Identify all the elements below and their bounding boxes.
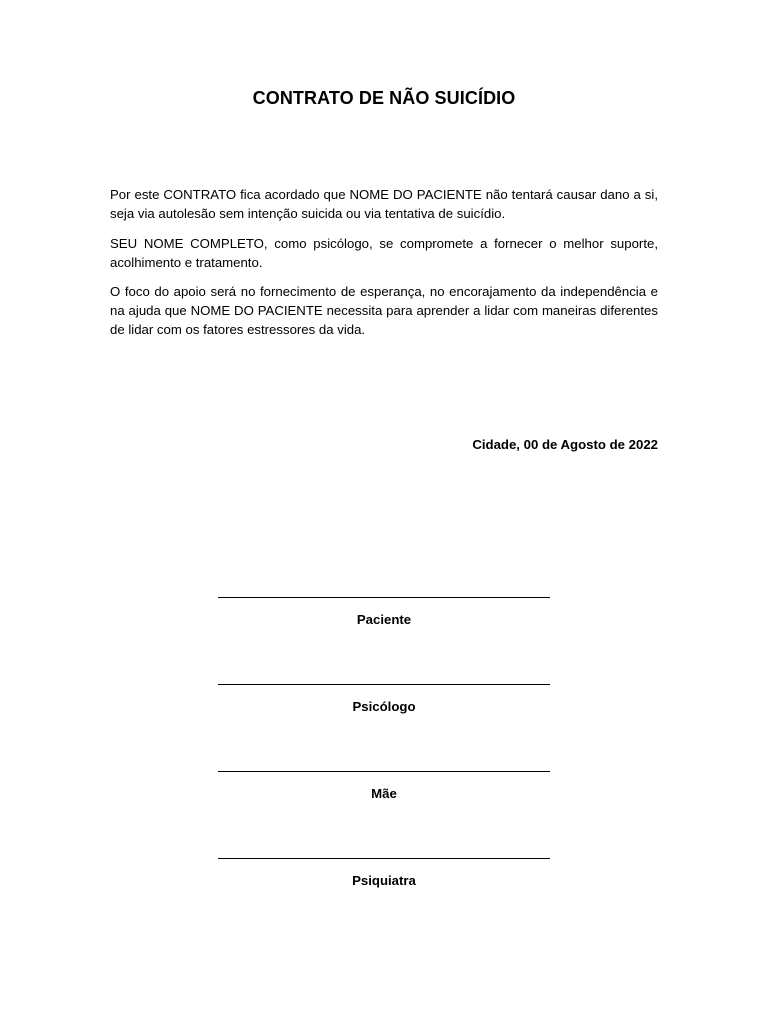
signature-label: Psiquiatra [352,873,416,888]
paragraph-psychologist-commitment: SEU NOME COMPLETO, como psicólogo, se compromete a fornecer o melhor suporte, acolhimento e tratamento. [110,236,658,270]
signature-line [218,771,550,772]
signature-block-mae [218,771,550,801]
signature-label: Paciente [356,612,412,627]
signature-block-paciente [218,597,550,627]
signature-block-psiquiatra [218,858,550,888]
signature-line [218,597,550,598]
signature-label: Psicólogo [352,699,416,714]
signature-line [218,858,550,859]
signature-line [218,684,550,685]
paragraph-support-focus: O foco do apoio será no fornecimento de esperança, no encorajamento da independência e na ajuda que NOME DO PACIENTE necessita para aprender a lidar com maneiras diferentes de lidar com os fatores estressores da vida. [110,284,658,337]
page-title: CONTRATO DE NÃO SUICÍDIO [252,88,516,108]
signature-label: Mãe [371,786,397,801]
paragraph-agreement: Por este CONTRATO fica acordado que NOME DO PACIENTE não tentará causar dano a si, seja via autolesão sem intenção suicida ou via tentativa de suicídio. [110,187,658,221]
signature-block-psicologo [218,684,550,714]
place-and-date: Cidade, 00 de Agosto de 2022 [472,437,658,452]
